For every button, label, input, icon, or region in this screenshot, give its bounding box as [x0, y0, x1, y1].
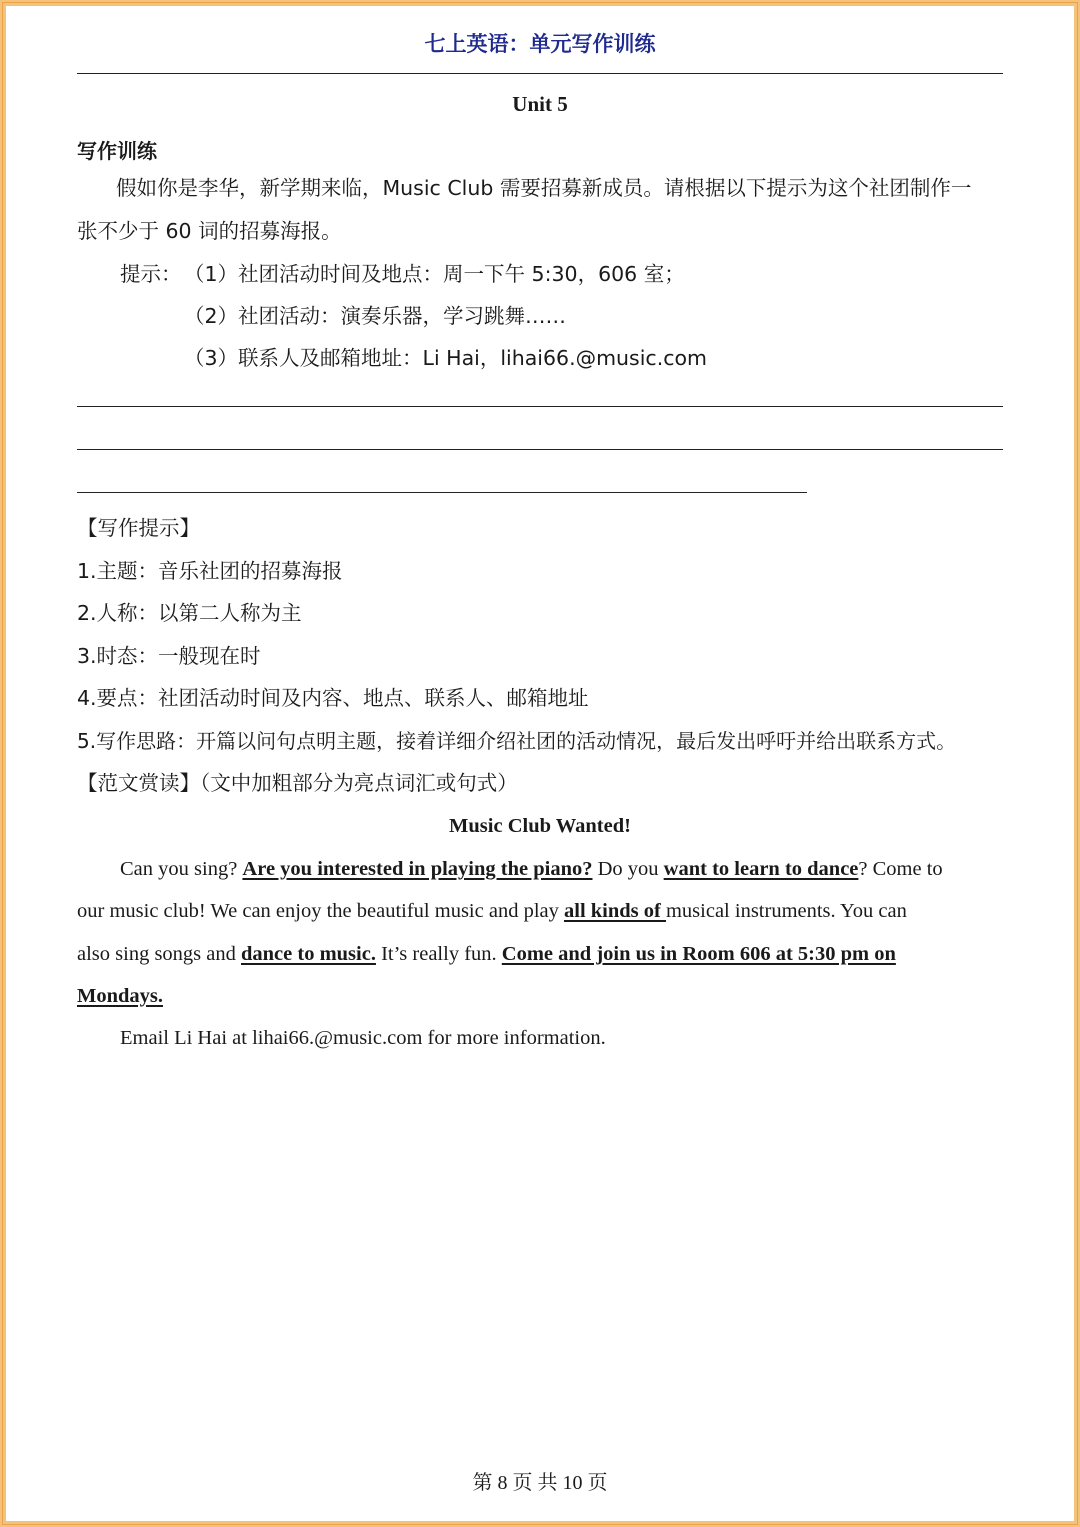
writing-tip-item: 1.主题：音乐社团的招募海报: [77, 559, 343, 583]
highlight-phrase: dance to music.: [241, 943, 376, 965]
writing-tip-item: 5.写作思路：开篇以问句点明主题，接着详细介绍社团的活动情况，最后发出呼吁并给出联系方式。: [77, 729, 957, 753]
hint-1: （1）社团活动时间及地点：周一下午 5:30，606 室；: [184, 262, 685, 286]
essay-line-1: Can you sing? Are you interested in playing the piano? Do you want to learn to dance? Come to: [120, 858, 943, 880]
highlight-phrase: Come and join us in Room 606 at 5:30 pm on: [501, 943, 896, 965]
hints-label: 提示：: [120, 262, 182, 286]
answer-line-2[interactable]: [77, 449, 1003, 450]
model-essay-heading: 【范文赏读】（文中加粗部分为亮点词汇或句式）: [77, 771, 518, 795]
highlight-phrase: Are you interested in playing the piano?: [242, 858, 593, 880]
prompt-line-1: 假如你是李华，新学期来临，Music Club 需要招募新成员。请根据以下提示为这个社团制作一: [116, 176, 972, 200]
answer-line-1[interactable]: [77, 406, 1003, 407]
header-divider: [77, 73, 1003, 74]
page-footer: 第 8 页 共 10 页: [472, 1472, 608, 1494]
hint-3: （3）联系人及邮箱地址：Li Hai，lihai66.@music.com: [184, 346, 707, 370]
page-header-title: 七上英语：单元写作训练: [424, 32, 656, 56]
writing-tip-item: 2.人称：以第二人称为主: [77, 601, 302, 625]
essay-line-5: Email Li Hai at lihai66.@music.com for more information.: [120, 1027, 606, 1049]
hint-2: （2）社团活动：演奏乐器，学习跳舞……: [184, 304, 567, 328]
highlight-phrase: want to learn to dance: [663, 858, 859, 880]
writing-tip-item: 4.要点：社团活动时间及内容、地点、联系人、邮箱地址: [77, 686, 589, 710]
essay-line-2: our music club! We can enjoy the beautiful music and play all kinds of musical instruments. You can: [77, 900, 907, 922]
prompt-line-2: 张不少于 60 词的招募海报。: [77, 219, 342, 243]
essay-line-3: also sing songs and dance to music. It’s really fun. Come and join us in Room 606 at 5:30 pm on: [77, 943, 896, 965]
highlight-phrase: all kinds of: [564, 900, 666, 922]
answer-line-3[interactable]: [77, 492, 807, 493]
essay-title: Music Club Wanted!: [449, 815, 631, 837]
writing-tips-heading: 【写作提示】: [77, 516, 200, 540]
section-heading: 写作训练: [77, 139, 157, 163]
essay-line-4: Mondays.: [77, 985, 164, 1007]
writing-tip-item: 3.时态：一般现在时: [77, 644, 261, 668]
unit-title: Unit 5: [512, 92, 568, 116]
